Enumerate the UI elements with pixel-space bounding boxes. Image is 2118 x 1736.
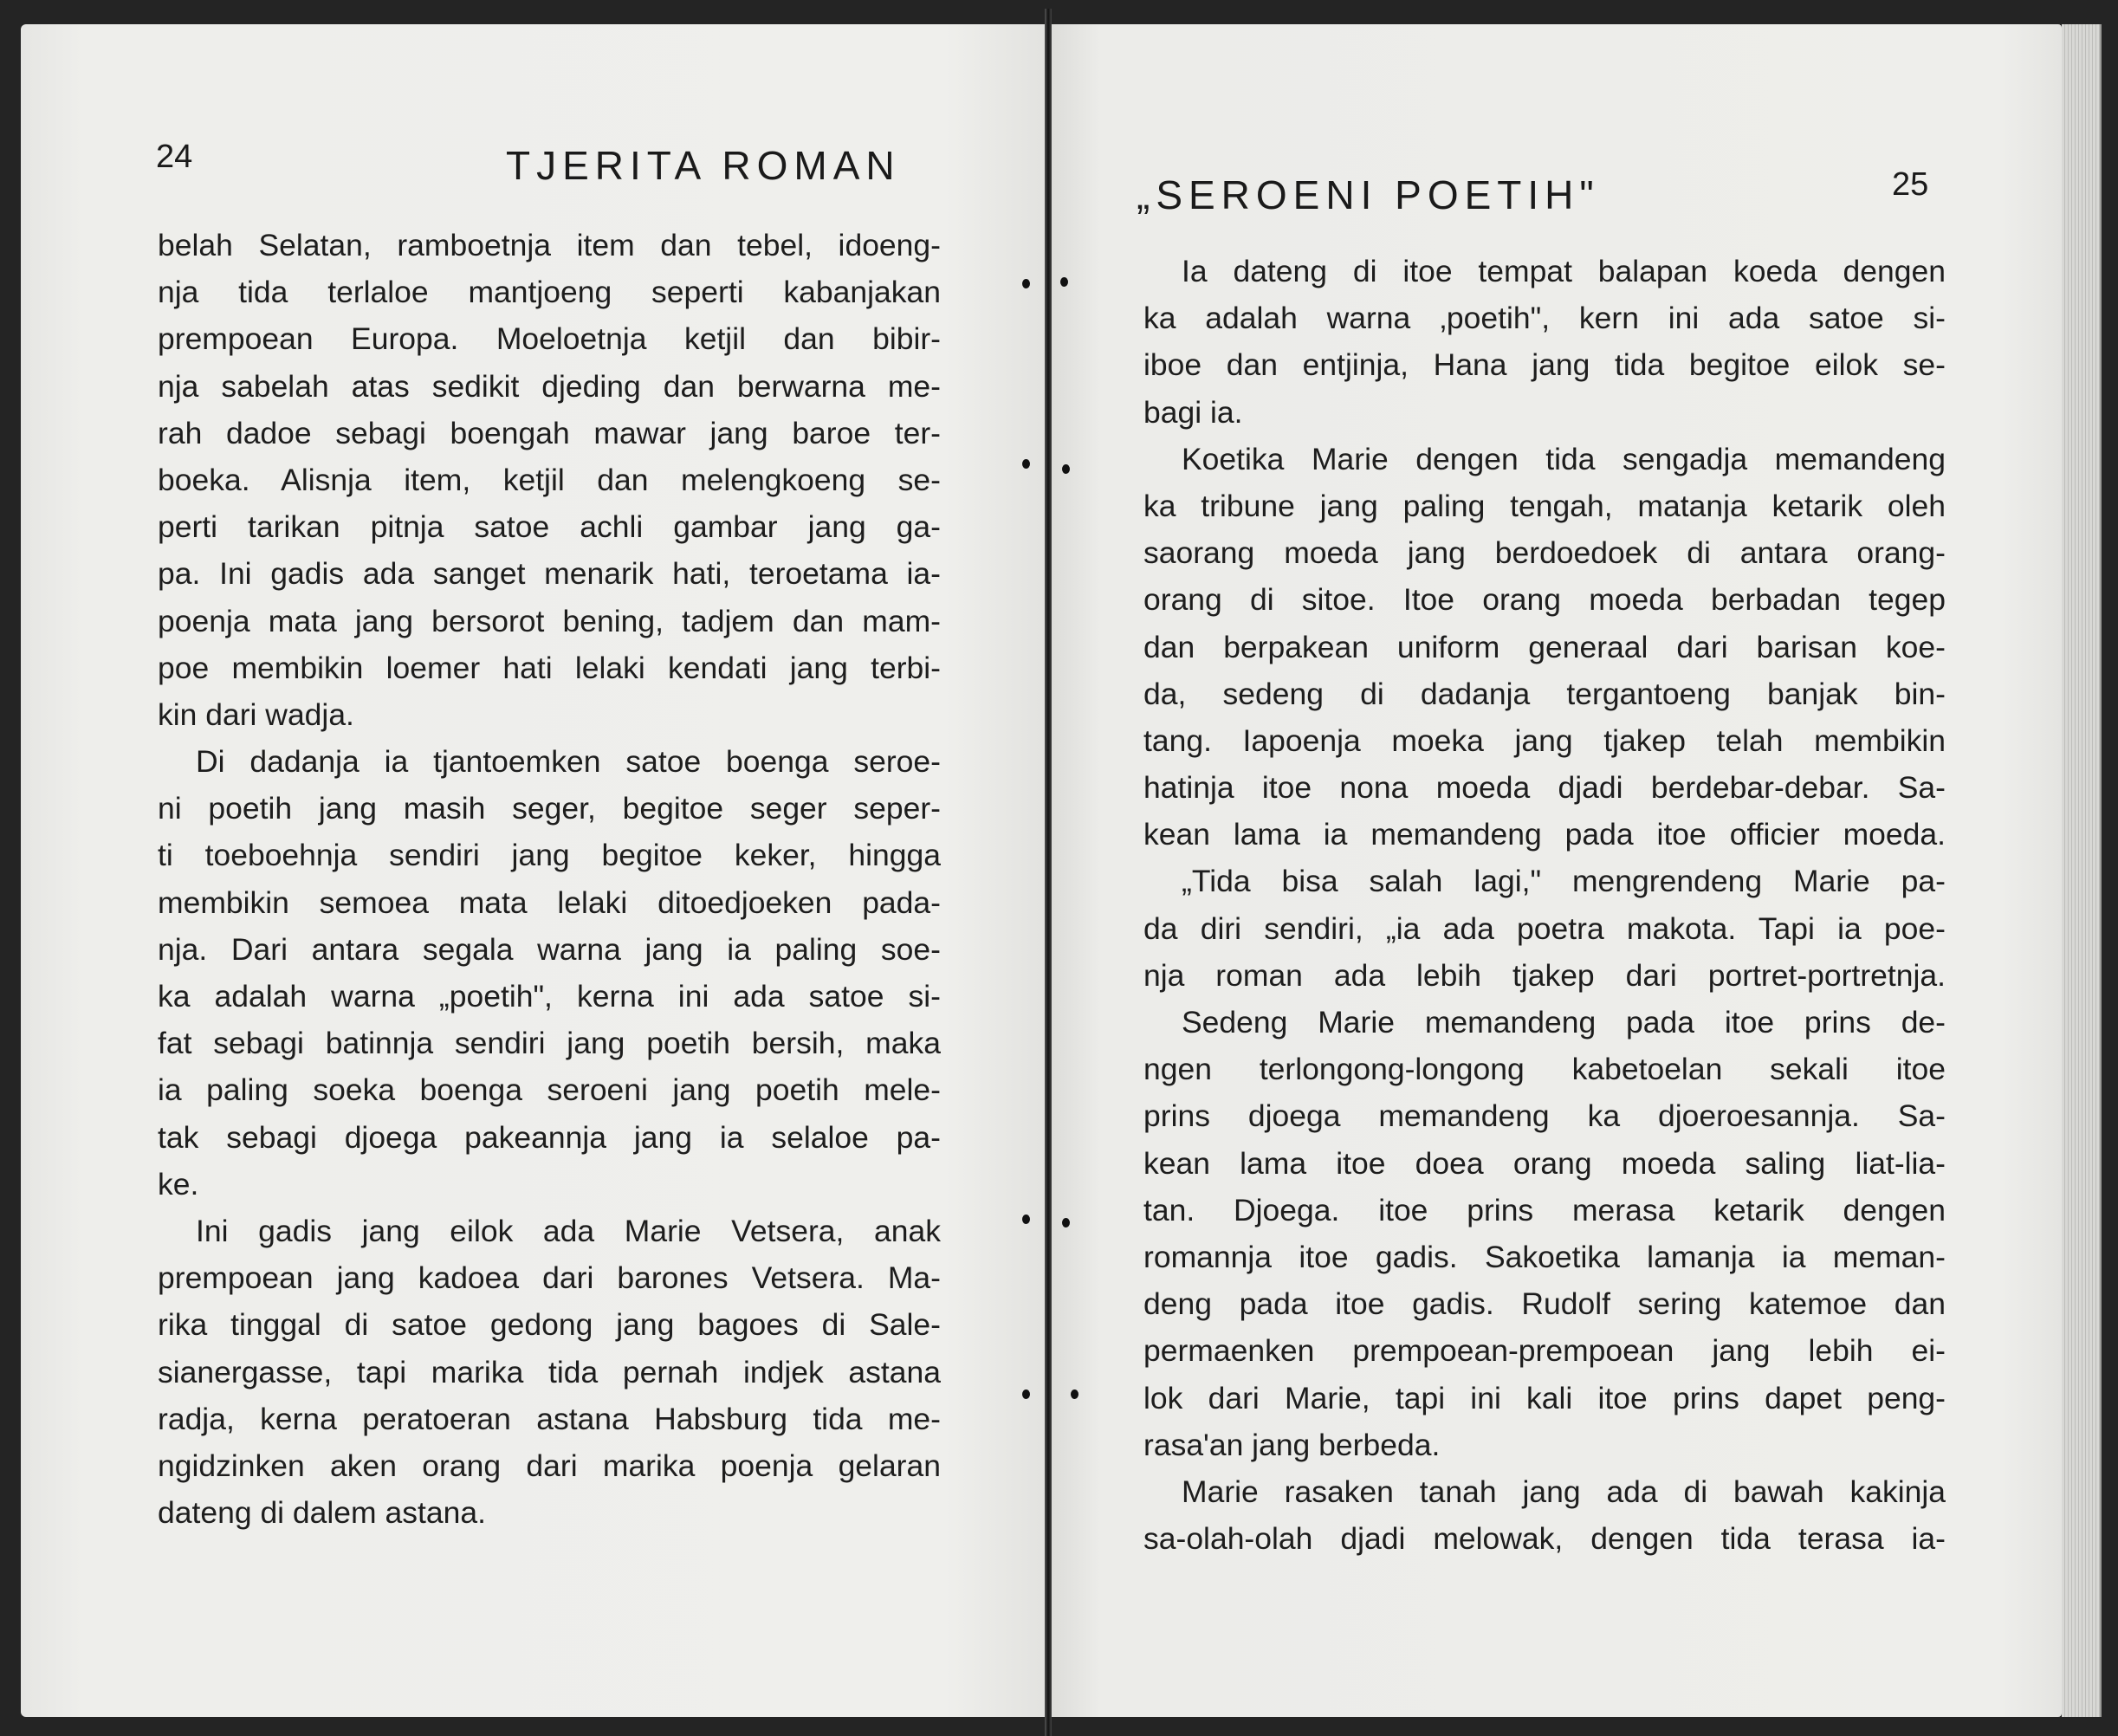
text-line: dateng di dalem astana. [158, 1495, 486, 1531]
text-line: Koetika Marie dengen tida sengadja memandeng [1182, 441, 1946, 476]
text-line: saorang moeda jang berdoedoek di antara orang- [1143, 535, 1946, 571]
text-line: kean lama itoe doea orang moeda saling liat-lia- [1143, 1145, 1946, 1181]
text-line: pa. Ini gadis ada sanget menarik hati, teroetama ia- [158, 556, 941, 592]
text-line: membikin semoea mata lelaki ditoedjoeken pada- [158, 884, 941, 920]
text-line: da diri sendiri, „ia ada poetra makota. Tapi ia poe- [1143, 910, 1946, 946]
text-line: poe membikin loemer hati lelaki kendati jang terbi- [158, 650, 941, 685]
text-line: sa-olah-olah djadi melowak, dengen tida terasa ia- [1143, 1521, 1946, 1557]
stitch-hole [1062, 1218, 1070, 1228]
text-line: nja roman ada lebih tjakep dari portret-portretnja. [1143, 957, 1946, 993]
left-running-head: TJERITA ROMAN [506, 143, 901, 188]
text-line: rah dadoe sebagi boengah mawar jang baroe ter- [158, 415, 941, 450]
text-line: deng pada itoe gadis. Rudolf sering katemoe dan [1143, 1286, 1946, 1322]
text-line: romannja itoe gadis. Sakoetika lamanja ia meman- [1143, 1239, 1946, 1274]
text-line: rika tinggal di satoe gedong jang bagoes di Sale- [158, 1307, 941, 1343]
text-line: perti tarikan pitnja satoe achli gambar jang ga- [158, 509, 941, 545]
text-line: dan berpakean uniform generaal dari barisan koe- [1143, 629, 1946, 664]
text-line: tak sebagi djoega pakeannja jang ia selaloe pa- [158, 1119, 941, 1155]
text-line: nja tida terlaloe mantjoeng seperti kabanjakan [158, 275, 941, 310]
right-page-number: 25 [1892, 166, 1929, 203]
text-line: Marie rasaken tanah jang ada di bawah kakinja [1182, 1474, 1946, 1509]
text-line: „Tida bisa salah lagi," mengrendeng Marie pa- [1182, 864, 1946, 899]
text-line: rasa'an jang berbeda. [1143, 1427, 1441, 1462]
text-line: boeka. Alisnja item, ketjil dan melengkoeng se- [158, 462, 941, 497]
text-line: fat sebagi batinnja sendiri jang poetih bersih, maka [158, 1026, 941, 1061]
stitch-hole [1022, 1215, 1030, 1224]
text-line: orang di sitoe. Itoe orang moeda berbadan tegep [1143, 582, 1946, 618]
text-line: tang. Iapoenja moeka jang tjakep telah membikin [1143, 722, 1946, 758]
right-body-text [1143, 248, 1946, 1562]
text-line: ngidzinken aken orang dari marika poenja gelaran [158, 1448, 941, 1483]
right-running-head: „SEROENI POETIH" [1137, 172, 1600, 217]
text-line: Ini gadis jang eilok ada Marie Vetsera, anak [196, 1213, 941, 1248]
text-line: ke. [158, 1166, 199, 1202]
text-line: da, sedeng di dadanja tergantoeng banjak bin- [1143, 676, 1946, 711]
text-line: prempoean jang kadoea dari barones Vetsera. Ma- [158, 1260, 941, 1296]
text-line: Sedeng Marie memandeng pada itoe prins de- [1182, 1005, 1946, 1040]
text-line: prempoean Europa. Moeloetnja ketjil dan bibir- [158, 321, 941, 357]
text-line: belah Selatan, ramboetnja item dan tebel, idoeng- [158, 228, 941, 262]
page-edges [2062, 24, 2102, 1717]
text-line: ti toeboehnja sendiri jang begitoe keker, hingga [158, 838, 941, 873]
text-line: Di dadanja ia tjantoemken satoe boenga seroe- [196, 744, 941, 780]
text-line: ia paling soeka boenga seroeni jang poetih mele- [158, 1072, 941, 1108]
text-line: ka adalah warna „poetih", kerna ini ada satoe si- [158, 979, 941, 1014]
text-line: ni poetih jang masih seger, begitoe seger seper- [158, 791, 941, 826]
stitch-hole [1022, 1389, 1030, 1399]
left-page-number: 24 [156, 139, 193, 175]
text-line: sianergasse, tapi marika tida pernah indjek astana [158, 1354, 941, 1389]
book-gutter [1045, 9, 1052, 1736]
text-line: permaenken prempoean-prempoean jang lebih ei- [1143, 1333, 1946, 1369]
text-line: iboe dan entjinja, Hana jang tida begitoe eilok se- [1143, 347, 1946, 383]
stitch-hole [1071, 1389, 1078, 1399]
stitch-hole [1060, 277, 1068, 287]
text-line: radja, kerna peratoeran astana Habsburg tida me- [158, 1401, 941, 1436]
stitch-hole [1062, 464, 1070, 474]
text-line: hatinja itoe nona moeda djadi berdebar-debar. Sa- [1143, 770, 1946, 806]
text-line: tan. Djoega. itoe prins merasa ketarik dengen [1143, 1192, 1946, 1228]
left-body-text [158, 222, 941, 1536]
stitch-hole [1022, 459, 1030, 469]
text-line: poenja mata jang bersorot bening, tadjem dan mam- [158, 603, 941, 638]
text-line: prins djoega memandeng ka djoeroesannja. Sa- [1143, 1098, 1946, 1134]
text-line: ka tribune jang paling tengah, matanja ketarik oleh [1143, 488, 1946, 523]
text-line: nja. Dari antara segala warna jang ia paling soe- [158, 931, 941, 967]
text-line: ngen terlongong-longong kabetoelan sekali itoe [1143, 1052, 1946, 1087]
text-line: Ia dateng di itoe tempat balapan koeda dengen [1182, 254, 1946, 288]
text-line: kin dari wadja. [158, 696, 354, 732]
stitch-hole [1022, 279, 1030, 288]
text-line: nja sabelah atas sedikit djeding dan berwarna me- [158, 368, 941, 404]
text-line: lok dari Marie, tapi ini kali itoe prins dapet peng- [1143, 1380, 1946, 1415]
text-line: bagi ia. [1143, 394, 1243, 430]
text-line: ka adalah warna ‚poetih", kern ini ada satoe si- [1143, 301, 1946, 336]
text-line: kean lama ia memandeng pada itoe officier moeda. [1143, 817, 1946, 852]
